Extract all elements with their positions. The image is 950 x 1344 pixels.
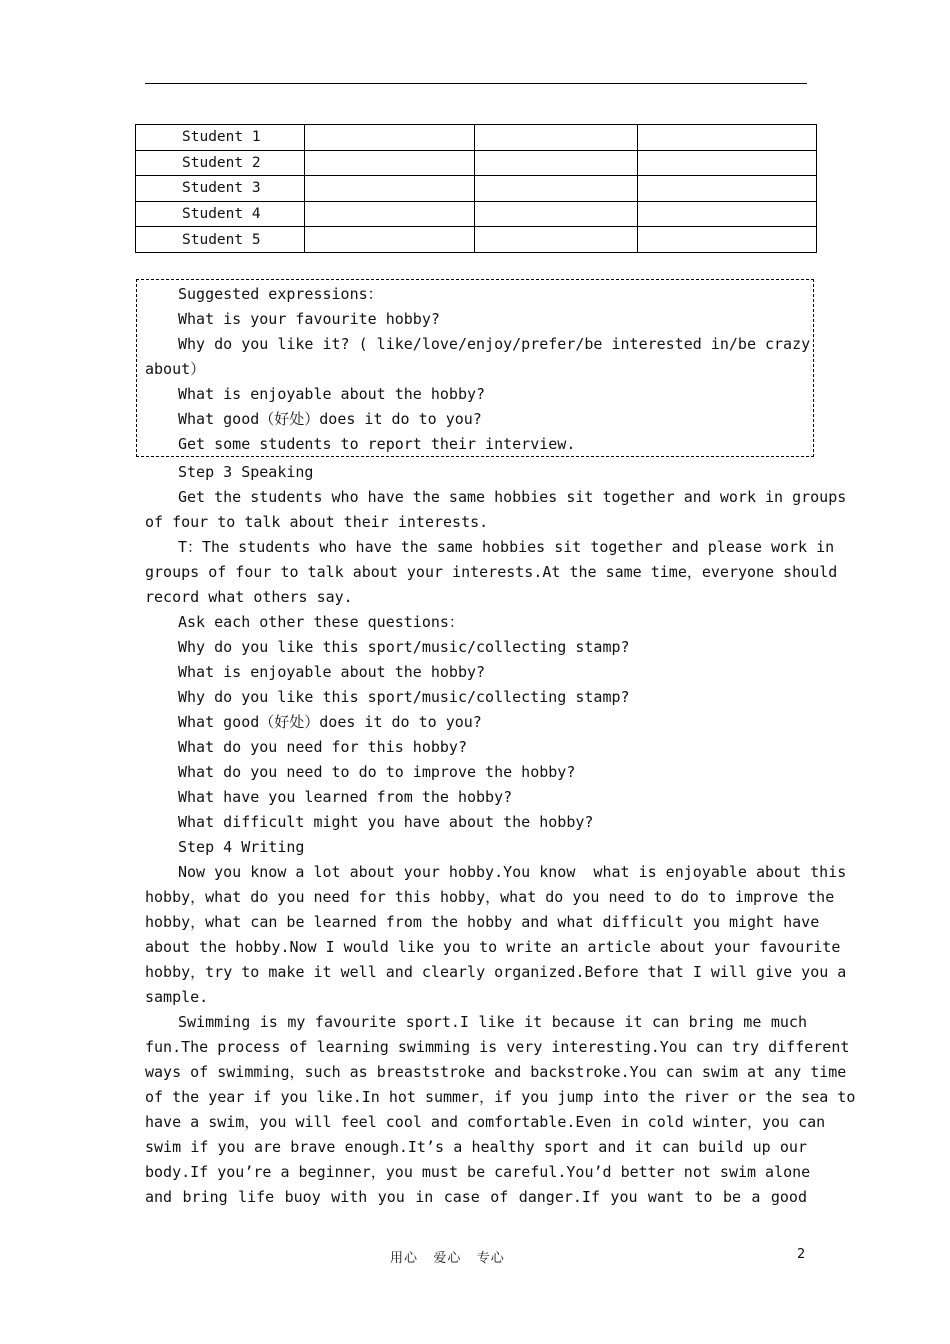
- student-name-cell: Student 5: [136, 227, 305, 253]
- question-line: Why do you like this sport/music/collecting stamp?: [178, 638, 630, 656]
- question-line: What have you learned from the hobby?: [178, 788, 513, 806]
- table-row: [136, 176, 817, 202]
- paragraph-line: hobby，try to make it well and clearly organized.Before that I will give you a: [145, 963, 847, 981]
- table-row: [136, 125, 817, 151]
- sample-line: swim if you are brave enough.It’s a healthy sport and it can build up our: [145, 1138, 807, 1156]
- box-line: Get some students to report their interview.: [178, 435, 576, 453]
- table-cell[interactable]: [475, 201, 638, 227]
- student-name-cell: Student 4: [136, 201, 305, 227]
- table-cell[interactable]: [638, 201, 817, 227]
- table-cell[interactable]: [638, 176, 817, 202]
- table-cell[interactable]: [305, 227, 475, 253]
- table-cell[interactable]: [305, 125, 475, 151]
- box-line: about）: [145, 360, 206, 378]
- sample-line: Swimming is my favourite sport.I like it because it can bring me much: [178, 1013, 807, 1031]
- sample-line: have a swim，you will feel cool and comfortable.Even in cold winter，you can: [145, 1113, 826, 1131]
- student-name-cell: Student 2: [136, 150, 305, 176]
- paragraph-line: groups of four to talk about your interests.At the same time，everyone should: [145, 563, 838, 581]
- sample-line: and bring life buoy with you in case of danger.If you want to be a good: [145, 1188, 807, 1206]
- box-line: What is your favourite hobby?: [178, 310, 440, 328]
- student-name-cell: Student 1: [136, 125, 305, 151]
- step-3-heading: Step 3 Speaking: [178, 463, 314, 481]
- question-line: What difficult might you have about the hobby?: [178, 813, 594, 831]
- paragraph-line: sample.: [145, 988, 209, 1006]
- student-name-cell: Student 3: [136, 176, 305, 202]
- student-table: [135, 124, 817, 253]
- question-line: What do you need for this hobby?: [178, 738, 467, 756]
- table-row: [136, 201, 817, 227]
- table-cell[interactable]: [305, 201, 475, 227]
- question-line: What good（好处）does it do to you?: [178, 713, 482, 731]
- box-line: What is enjoyable about the hobby?: [178, 385, 486, 403]
- paragraph-line: of four to talk about their interests.: [145, 513, 489, 531]
- step-4-heading: Step 4 Writing: [178, 838, 305, 856]
- question-line: Why do you like this sport/music/collecting stamp?: [178, 688, 630, 706]
- box-line: Why do you like it? ( like/love/enjoy/prefer/be interested in/be crazy: [178, 335, 811, 353]
- paragraph-line: Now you know a lot about your hobby.You know what is enjoyable about this: [178, 863, 847, 881]
- header-rule: [145, 83, 807, 84]
- footer-motto: 用心 爱心 专心: [390, 1251, 505, 1266]
- table-row: [136, 150, 817, 176]
- paragraph-line: hobby，what can be learned from the hobby and what difficult you might have: [145, 913, 820, 931]
- paragraph-line: about the hobby.Now I would like you to write an article about your favourite: [145, 938, 841, 956]
- table-cell[interactable]: [475, 125, 638, 151]
- table-cell[interactable]: [475, 176, 638, 202]
- sample-line: ways of swimming，such as breaststroke and backstroke.You can swim at any time: [145, 1063, 847, 1081]
- table-cell[interactable]: [475, 227, 638, 253]
- question-line: What is enjoyable about the hobby?: [178, 663, 486, 681]
- sample-line: fun.The process of learning swimming is very interesting.You can try different: [145, 1038, 850, 1056]
- paragraph-line: T：The students who have the same hobbies sit together and please work in: [178, 538, 835, 556]
- box-heading: Suggested expressions：: [178, 285, 383, 303]
- table-cell[interactable]: [638, 227, 817, 253]
- table-row: [136, 227, 817, 253]
- table-cell[interactable]: [638, 125, 817, 151]
- table-cell[interactable]: [305, 150, 475, 176]
- box-line: What good（好处）does it do to you?: [178, 410, 482, 428]
- paragraph-line: hobby，what do you need for this hobby，what do you need to do to improve the: [145, 888, 835, 906]
- questions-intro: Ask each other these questions：: [178, 613, 464, 631]
- table-cell[interactable]: [638, 150, 817, 176]
- sample-line: of the year if you like.In hot summer，if you jump into the river or the sea to: [145, 1088, 856, 1106]
- question-line: What do you need to do to improve the hobby?: [178, 763, 576, 781]
- table-cell[interactable]: [475, 150, 638, 176]
- table-cell[interactable]: [305, 176, 475, 202]
- paragraph-line: record what others say.: [145, 588, 353, 606]
- paragraph-line: Get the students who have the same hobbies sit together and work in groups: [178, 488, 847, 506]
- page-number: 2: [797, 1247, 806, 1262]
- sample-line: body.If you’re a beginner，you must be careful.You’d better not swim alone: [145, 1163, 811, 1181]
